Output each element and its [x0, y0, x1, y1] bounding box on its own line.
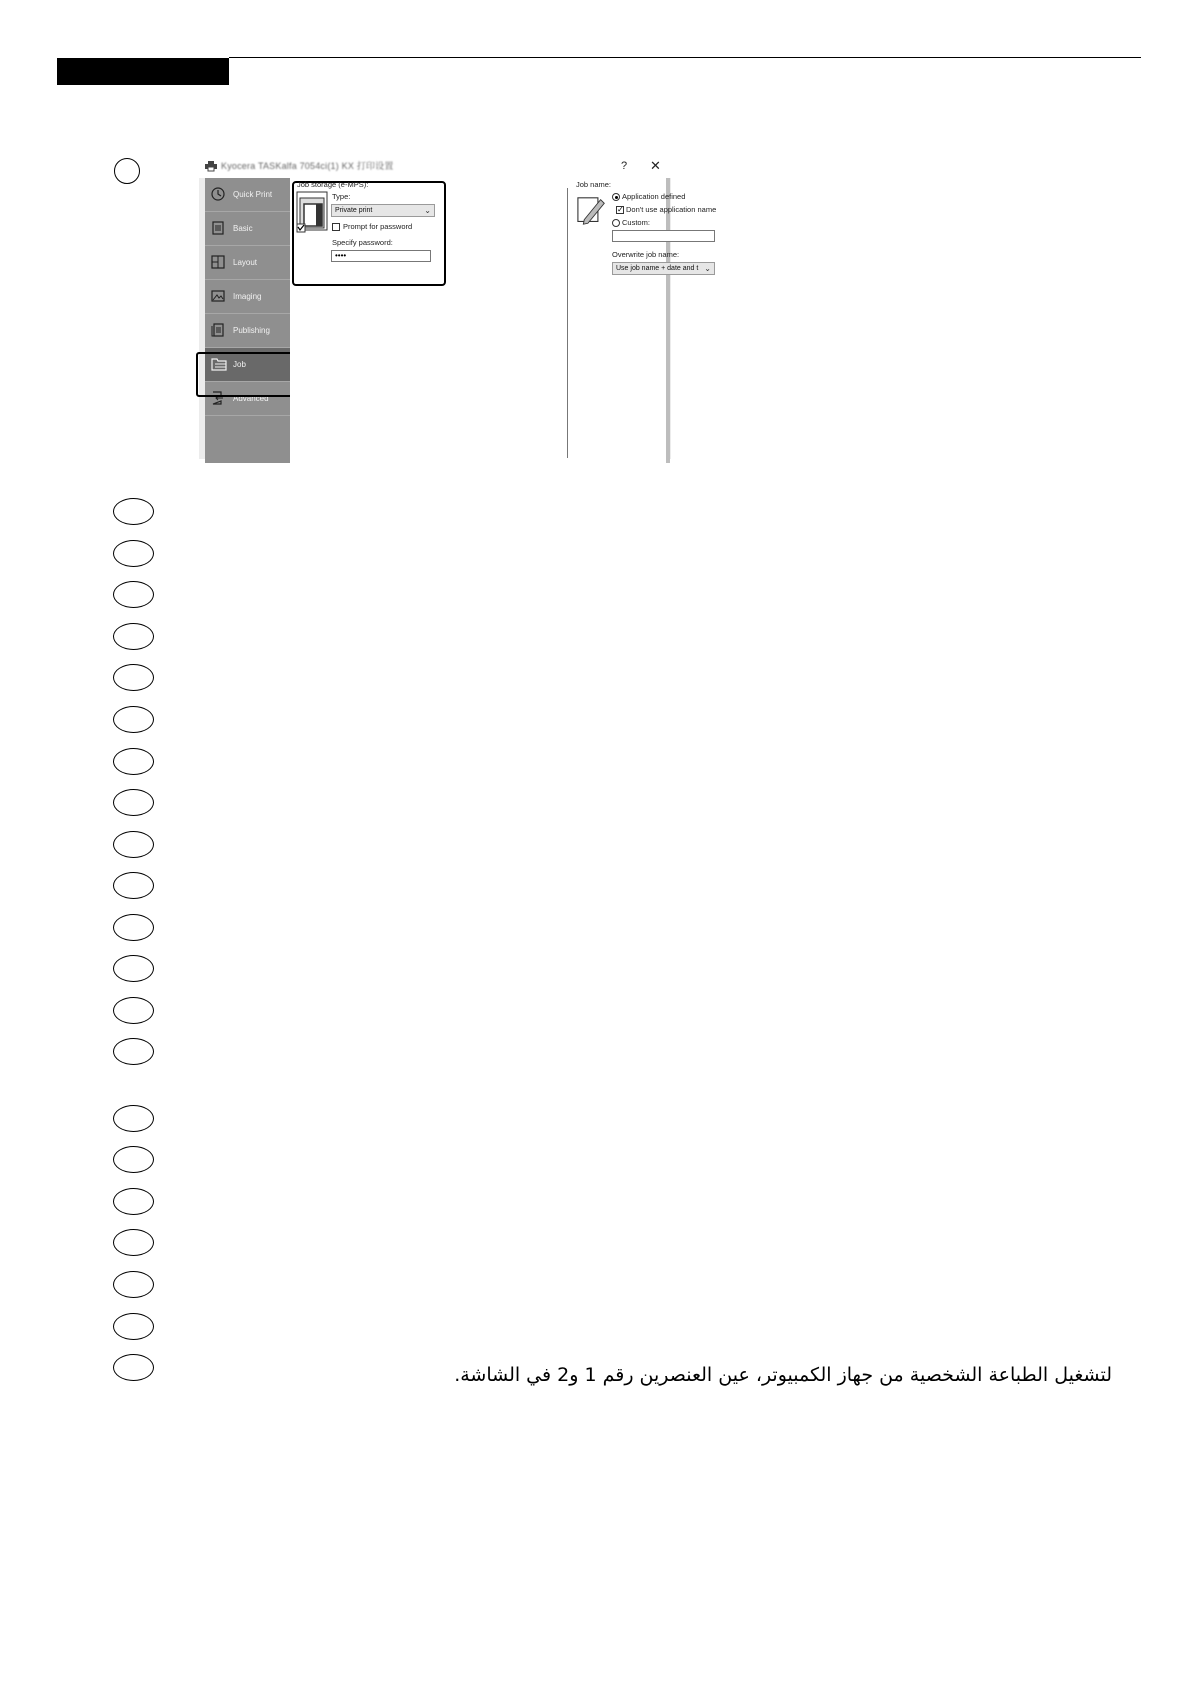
step-circle	[113, 872, 154, 899]
step-circle	[113, 1271, 154, 1298]
job-tab-highlight	[196, 352, 295, 397]
step-circle	[113, 664, 154, 691]
step-circle	[113, 1313, 154, 1340]
document-icon	[211, 221, 225, 235]
step-circle	[113, 1146, 154, 1173]
chevron-down-icon: ⌄	[424, 206, 431, 215]
step-circle	[113, 789, 154, 816]
close-button[interactable]: ✕	[650, 158, 661, 173]
instruction-text: لتشغيل الطباعة الشخصية من جهاز الكمبيوتر، عين العنصرين رقم 1 و2 في الشاشة.	[454, 1364, 1112, 1386]
step-circle	[113, 581, 154, 608]
step-circle	[113, 623, 154, 650]
job-name-heading: Job name:	[576, 180, 612, 189]
step-circle	[113, 540, 154, 567]
custom-label: Custom:	[622, 218, 650, 227]
step-circle	[113, 914, 154, 941]
step-circle	[114, 158, 140, 184]
panel-divider	[567, 188, 568, 458]
step-circle	[113, 706, 154, 733]
step-circle	[113, 997, 154, 1024]
job-storage-heading: Job storage (e-MPS):	[297, 180, 369, 189]
step-circle	[113, 1038, 154, 1065]
type-value: Private print	[335, 207, 373, 214]
overwrite-dropdown[interactable]	[612, 262, 715, 275]
print-settings-screenshot	[199, 156, 717, 459]
step-circle	[113, 955, 154, 982]
nav-label: Advanced	[233, 394, 269, 403]
dialog-title: Kyocera TASKalfa 7054ci(1) KX 打印设置	[221, 161, 394, 171]
nav-label: Publishing	[233, 326, 270, 335]
nav-label: Job	[233, 360, 246, 369]
nav-label: Imaging	[233, 292, 262, 301]
chevron-down-icon: ⌄	[704, 264, 711, 273]
overwrite-value: Use job name + date and t	[616, 265, 699, 272]
dont-use-label: Don't use application name	[626, 205, 717, 214]
nav-empty	[205, 416, 290, 450]
nav-label: Quick Print	[233, 190, 273, 199]
job-name-icon	[577, 192, 607, 240]
password-label: Specify password:	[332, 238, 393, 247]
header-rule	[229, 57, 1141, 58]
job-settings-panel	[290, 178, 717, 463]
nav-label: Layout	[233, 258, 258, 267]
prompt-checkbox[interactable]	[332, 223, 340, 231]
step-circle	[113, 748, 154, 775]
step-circle	[113, 1105, 154, 1132]
header-bar	[57, 58, 229, 85]
app-defined-radio[interactable]	[612, 193, 620, 201]
nav-basic[interactable]	[205, 212, 290, 246]
nav-imaging[interactable]	[205, 280, 290, 314]
prompt-label: Prompt for password	[343, 222, 413, 231]
custom-name-field[interactable]	[612, 230, 715, 242]
step-circle	[113, 1229, 154, 1256]
app-defined-label: Application defined	[622, 192, 686, 201]
step-circle	[113, 831, 154, 858]
type-dropdown[interactable]	[331, 204, 435, 217]
custom-radio[interactable]	[612, 219, 620, 227]
clock-icon	[211, 187, 225, 201]
job-storage-icon	[296, 192, 329, 240]
printer-icon	[205, 161, 217, 171]
nav-quick-print[interactable]	[205, 178, 290, 212]
step-circle	[113, 498, 154, 525]
nav-layout[interactable]	[205, 246, 290, 280]
settings-sidebar	[205, 178, 290, 463]
type-label: Type:	[332, 192, 351, 201]
help-button[interactable]: ?	[621, 160, 628, 172]
step-circle	[113, 1354, 154, 1381]
overwrite-label: Overwrite job name:	[612, 250, 680, 259]
image-icon	[211, 289, 225, 303]
layout-icon	[211, 255, 225, 269]
password-field[interactable]: ••••	[331, 250, 431, 262]
dialog-titlebar	[199, 156, 671, 178]
dont-use-checkbox[interactable]: ✓	[617, 205, 624, 214]
nav-publishing[interactable]	[205, 314, 290, 348]
publishing-icon	[211, 323, 225, 337]
nav-label: Basic	[233, 224, 253, 233]
step-circle	[113, 1188, 154, 1215]
